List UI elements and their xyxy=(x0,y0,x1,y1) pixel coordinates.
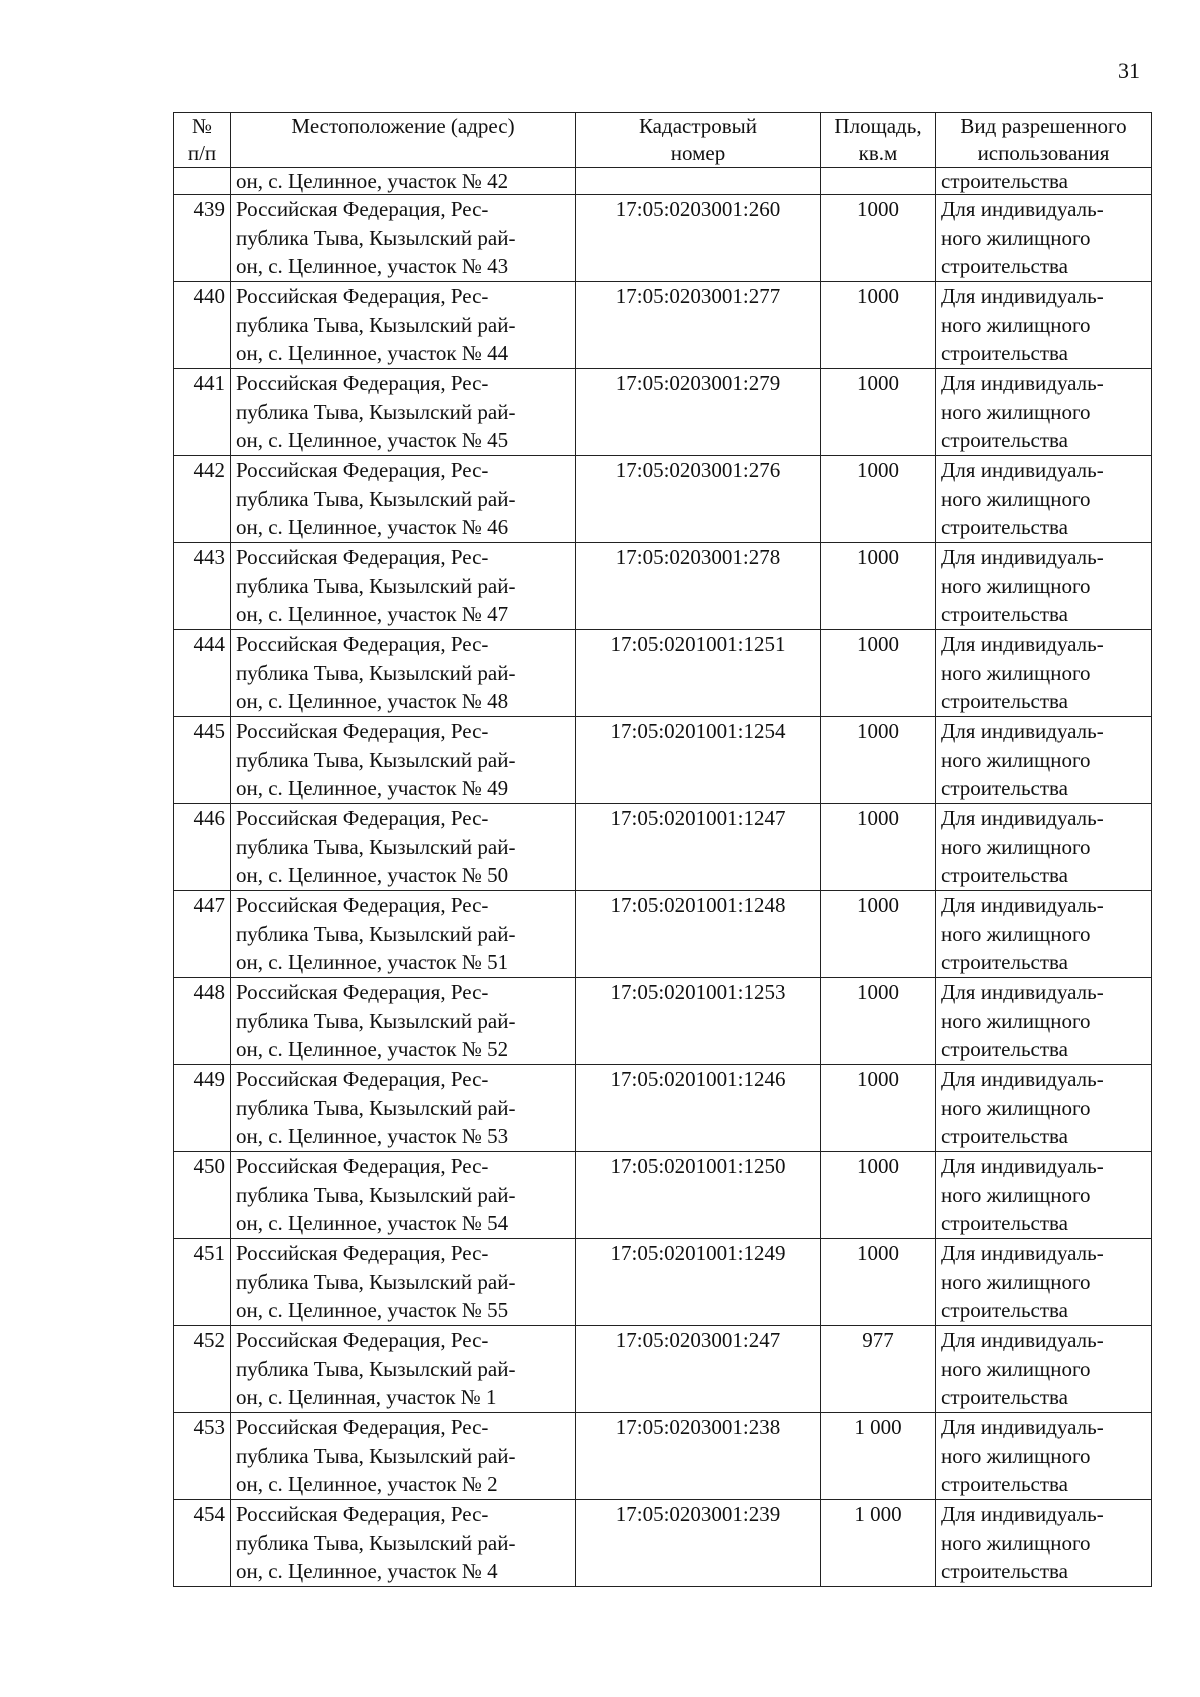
address-line: Российская Федерация, Рес- xyxy=(236,545,489,569)
continuation-row xyxy=(174,168,1152,195)
address-line: публика Тыва, Кызылский рай- xyxy=(236,486,516,511)
use-line: строительства xyxy=(941,1211,1069,1235)
table-row xyxy=(174,1326,1152,1413)
cell-num: 454 xyxy=(174,1500,231,1587)
address-line: публика Тыва, Кызылский рай- xyxy=(236,834,516,859)
cell-area: 1000 xyxy=(821,1152,936,1239)
use-line: Для индивидуаль- xyxy=(941,1067,1104,1091)
cell-address xyxy=(231,1065,576,1152)
address-line: публика Тыва, Кызылский рай- xyxy=(236,1182,516,1207)
cell-cadastral: 17:05:0203001:247 xyxy=(576,1326,821,1413)
use-line: строительства xyxy=(941,1298,1069,1322)
cell-address xyxy=(231,1326,576,1413)
cell-use xyxy=(936,1326,1152,1413)
cell-area: 1000 xyxy=(821,456,936,543)
cell-num: 448 xyxy=(174,978,231,1065)
cell-use: строительства xyxy=(936,168,1152,195)
table-row xyxy=(174,456,1152,543)
use-line: ного жилищного xyxy=(941,1530,1091,1555)
cell-area: 1000 xyxy=(821,195,936,282)
table-row xyxy=(174,195,1152,282)
use-line: Для индивидуаль- xyxy=(941,1502,1104,1526)
use-line: строительства xyxy=(941,1559,1069,1583)
address-line: Российская Федерация, Рес- xyxy=(236,893,489,917)
use-line: строительства xyxy=(941,776,1069,800)
use-line: строительства xyxy=(941,341,1069,365)
cell-cadastral xyxy=(576,168,821,195)
header-area xyxy=(821,113,936,168)
address-line: Российская Федерация, Рес- xyxy=(236,371,489,395)
cell-use xyxy=(936,891,1152,978)
cell-cadastral: 17:05:0203001:276 xyxy=(576,456,821,543)
cell-num: 445 xyxy=(174,717,231,804)
cell-use xyxy=(936,195,1152,282)
address-line: он, с. Целинное, участок № 51 xyxy=(236,950,509,974)
address-line: Российская Федерация, Рес- xyxy=(236,719,489,743)
cell-use xyxy=(936,282,1152,369)
address-line: он, с. Целинное, участок № 44 xyxy=(236,341,509,365)
address-line: Российская Федерация, Рес- xyxy=(236,284,489,308)
table-row xyxy=(174,978,1152,1065)
cell-num: 444 xyxy=(174,630,231,717)
table-row xyxy=(174,369,1152,456)
table-row xyxy=(174,1239,1152,1326)
use-line: ного жилищного xyxy=(941,1182,1091,1207)
cell-use xyxy=(936,630,1152,717)
address-line: публика Тыва, Кызылский рай- xyxy=(236,921,516,946)
table-body xyxy=(174,168,1152,1587)
address-line: он, с. Целинное, участок № 55 xyxy=(236,1298,509,1322)
use-line: строительства xyxy=(941,863,1069,887)
address-line: Российская Федерация, Рес- xyxy=(236,458,489,482)
cell-num: 450 xyxy=(174,1152,231,1239)
address-line: он, с. Целинное, участок № 4 xyxy=(236,1559,498,1583)
use-line: строительства xyxy=(941,428,1069,452)
header-use-line1: Вид разрешенного xyxy=(960,114,1127,138)
cell-use xyxy=(936,978,1152,1065)
cell-area: 1000 xyxy=(821,891,936,978)
use-line: строительства xyxy=(941,602,1069,626)
table-header-row xyxy=(174,113,1152,168)
header-num-line1: № xyxy=(191,114,213,138)
use-line: ного жилищного xyxy=(941,312,1091,337)
cell-area: 1 000 xyxy=(821,1413,936,1500)
cell-area: 1000 xyxy=(821,282,936,369)
cell-address xyxy=(231,369,576,456)
cell-area: 1 000 xyxy=(821,1500,936,1587)
use-line: Для индивидуаль- xyxy=(941,980,1104,1004)
cell-cadastral: 17:05:0201001:1251 xyxy=(576,630,821,717)
cell-num: 441 xyxy=(174,369,231,456)
cell-use xyxy=(936,1065,1152,1152)
use-line: строительства xyxy=(941,254,1069,278)
cell-area: 1000 xyxy=(821,1239,936,1326)
cell-area: 1000 xyxy=(821,369,936,456)
header-cadastral-line1: Кадастровый xyxy=(638,114,758,138)
header-address xyxy=(231,113,576,168)
address-line: он, с. Целинное, участок № 43 xyxy=(236,254,509,278)
cell-address xyxy=(231,1500,576,1587)
address-line: Российская Федерация, Рес- xyxy=(236,197,489,221)
table-row xyxy=(174,282,1152,369)
use-line: ного жилищного xyxy=(941,399,1091,424)
cell-use xyxy=(936,1413,1152,1500)
cell-num: 449 xyxy=(174,1065,231,1152)
use-line: ного жилищного xyxy=(941,225,1091,250)
cell-address xyxy=(231,282,576,369)
cell-cadastral: 17:05:0203001:239 xyxy=(576,1500,821,1587)
table-row xyxy=(174,1065,1152,1152)
cell-use xyxy=(936,1239,1152,1326)
use-line: Для индивидуаль- xyxy=(941,806,1104,830)
cell-address xyxy=(231,1239,576,1326)
cell-cadastral: 17:05:0201001:1248 xyxy=(576,891,821,978)
address-line: Российская Федерация, Рес- xyxy=(236,1328,489,1352)
use-line: Для индивидуаль- xyxy=(941,893,1104,917)
cell-cadastral: 17:05:0203001:238 xyxy=(576,1413,821,1500)
use-line: Для индивидуаль- xyxy=(941,1415,1104,1439)
address-line: он, с. Целинное, участок № 50 xyxy=(236,863,509,887)
cell-cadastral: 17:05:0201001:1254 xyxy=(576,717,821,804)
header-num xyxy=(174,113,231,168)
use-line: строительства xyxy=(941,1124,1069,1148)
address-line: публика Тыва, Кызылский рай- xyxy=(236,747,516,772)
cell-use xyxy=(936,456,1152,543)
header-area-line1: Площадь, xyxy=(834,114,922,138)
address-line: публика Тыва, Кызылский рай- xyxy=(236,660,516,685)
address-line: публика Тыва, Кызылский рай- xyxy=(236,1530,516,1555)
use-line: ного жилищного xyxy=(941,573,1091,598)
use-line: Для индивидуаль- xyxy=(941,284,1104,308)
cell-address xyxy=(231,804,576,891)
use-line: Для индивидуаль- xyxy=(941,197,1104,221)
cell-area: 1000 xyxy=(821,630,936,717)
address-line: публика Тыва, Кызылский рай- xyxy=(236,399,516,424)
cell-use xyxy=(936,543,1152,630)
address-line: Российская Федерация, Рес- xyxy=(236,632,489,656)
table-row xyxy=(174,891,1152,978)
address-line: он, с. Целинная, участок № 1 xyxy=(236,1385,497,1409)
header-use xyxy=(936,113,1152,168)
header-address-line: Местоположение (адрес) xyxy=(291,114,515,138)
address-line: публика Тыва, Кызылский рай- xyxy=(236,1443,516,1468)
use-line: Для индивидуаль- xyxy=(941,545,1104,569)
cell-area: 1000 xyxy=(821,804,936,891)
address-line: Российская Федерация, Рес- xyxy=(236,1067,489,1091)
address-line: Российская Федерация, Рес- xyxy=(236,1502,489,1526)
use-line: строительства xyxy=(941,515,1069,539)
address-line: он, с. Целинное, участок № 48 xyxy=(236,689,509,713)
cell-address xyxy=(231,543,576,630)
cell-address xyxy=(231,978,576,1065)
table-row xyxy=(174,717,1152,804)
cell-num: 439 xyxy=(174,195,231,282)
address-line: он, с. Целинное, участок № 47 xyxy=(236,602,509,626)
cell-num: 442 xyxy=(174,456,231,543)
cell-num: 447 xyxy=(174,891,231,978)
cell-cadastral: 17:05:0203001:279 xyxy=(576,369,821,456)
address-line: публика Тыва, Кызылский рай- xyxy=(236,1269,516,1294)
use-line: ного жилищного xyxy=(941,660,1091,685)
cell-cadastral: 17:05:0201001:1247 xyxy=(576,804,821,891)
cell-num: 452 xyxy=(174,1326,231,1413)
cell-cadastral: 17:05:0201001:1253 xyxy=(576,978,821,1065)
cell-address xyxy=(231,891,576,978)
address-line: он, с. Целинное, участок № 2 xyxy=(236,1472,498,1496)
address-line: публика Тыва, Кызылский рай- xyxy=(236,1008,516,1033)
address-line: он, с. Целинное, участок № 52 xyxy=(236,1037,509,1061)
address-line: Российская Федерация, Рес- xyxy=(236,1154,489,1178)
cell-num: 451 xyxy=(174,1239,231,1326)
use-line: Для индивидуаль- xyxy=(941,719,1104,743)
cell-area: 1000 xyxy=(821,1065,936,1152)
use-line: ного жилищного xyxy=(941,486,1091,511)
use-line: Для индивидуаль- xyxy=(941,458,1104,482)
use-line: Для индивидуаль- xyxy=(941,1328,1104,1352)
cell-address xyxy=(231,1152,576,1239)
cell-cadastral: 17:05:0203001:260 xyxy=(576,195,821,282)
address-line: публика Тыва, Кызылский рай- xyxy=(236,225,516,250)
header-area-line2: кв.м xyxy=(858,141,898,165)
address-line: Российская Федерация, Рес- xyxy=(236,1415,489,1439)
use-line: ного жилищного xyxy=(941,921,1091,946)
table-row xyxy=(174,1500,1152,1587)
cell-area: 1000 xyxy=(821,543,936,630)
use-line: строительства xyxy=(941,1037,1069,1061)
table-row xyxy=(174,543,1152,630)
address-line: публика Тыва, Кызылский рай- xyxy=(236,312,516,337)
cell-area: 1000 xyxy=(821,717,936,804)
cell-cadastral: 17:05:0201001:1249 xyxy=(576,1239,821,1326)
cell-cadastral: 17:05:0201001:1250 xyxy=(576,1152,821,1239)
cell-use xyxy=(936,804,1152,891)
cell-use xyxy=(936,1500,1152,1587)
use-line: ного жилищного xyxy=(941,1443,1091,1468)
table-row xyxy=(174,1152,1152,1239)
address-line: Российская Федерация, Рес- xyxy=(236,980,489,1004)
cell-address xyxy=(231,195,576,282)
header-cadastral xyxy=(576,113,821,168)
cell-cadastral: 17:05:0203001:277 xyxy=(576,282,821,369)
use-line: ного жилищного xyxy=(941,747,1091,772)
address-line: Российская Федерация, Рес- xyxy=(236,806,489,830)
use-line: строительства xyxy=(941,1385,1069,1409)
use-line: Для индивидуаль- xyxy=(941,632,1104,656)
cell-num: 443 xyxy=(174,543,231,630)
cell-cadastral: 17:05:0203001:278 xyxy=(576,543,821,630)
cell-num: 453 xyxy=(174,1413,231,1500)
use-line: ного жилищного xyxy=(941,1095,1091,1120)
cell-cadastral: 17:05:0201001:1246 xyxy=(576,1065,821,1152)
cell-use xyxy=(936,717,1152,804)
table-row xyxy=(174,630,1152,717)
cell-area: 1000 xyxy=(821,978,936,1065)
cell-use xyxy=(936,369,1152,456)
use-line: Для индивидуаль- xyxy=(941,1241,1104,1265)
address-line: он, с. Целинное, участок № 49 xyxy=(236,776,509,800)
use-line: строительства xyxy=(941,689,1069,713)
cell-address xyxy=(231,717,576,804)
address-line: Российская Федерация, Рес- xyxy=(236,1241,489,1265)
use-line: ного жилищного xyxy=(941,1269,1091,1294)
use-line: Для индивидуаль- xyxy=(941,371,1104,395)
address-line: он, с. Целинное, участок № 53 xyxy=(236,1124,509,1148)
header-use-line2: использования xyxy=(977,141,1110,165)
use-line: ного жилищного xyxy=(941,1008,1091,1033)
address-line: он, с. Целинное, участок № 45 xyxy=(236,428,509,452)
use-line: ного жилищного xyxy=(941,1356,1091,1381)
use-line: ного жилищного xyxy=(941,834,1091,859)
page-number: 31 xyxy=(1118,58,1140,83)
address-line: он, с. Целинное, участок № 46 xyxy=(236,515,509,539)
cell-address xyxy=(231,630,576,717)
use-line: Для индивидуаль- xyxy=(941,1154,1104,1178)
use-line: строительства xyxy=(941,950,1069,974)
header-cadastral-line2: номер xyxy=(670,141,726,165)
cell-num: 446 xyxy=(174,804,231,891)
table-row xyxy=(174,804,1152,891)
cell-address xyxy=(231,456,576,543)
cell-address: он, с. Целинное, участок № 42 xyxy=(231,168,576,195)
table-row xyxy=(174,1413,1152,1500)
address-line: публика Тыва, Кызылский рай- xyxy=(236,1356,516,1381)
use-line: строительства xyxy=(941,1472,1069,1496)
cell-num: 440 xyxy=(174,282,231,369)
cell-area: 977 xyxy=(821,1326,936,1413)
header-num-line2: п/п xyxy=(187,141,217,165)
cell-use xyxy=(936,1152,1152,1239)
cell-address xyxy=(231,1413,576,1500)
address-line: публика Тыва, Кызылский рай- xyxy=(236,1095,516,1120)
address-line: публика Тыва, Кызылский рай- xyxy=(236,573,516,598)
land-plots-table xyxy=(173,112,1152,1587)
cell-area xyxy=(821,168,936,195)
cell-num xyxy=(174,168,231,195)
address-line: он, с. Целинное, участок № 54 xyxy=(236,1211,509,1235)
